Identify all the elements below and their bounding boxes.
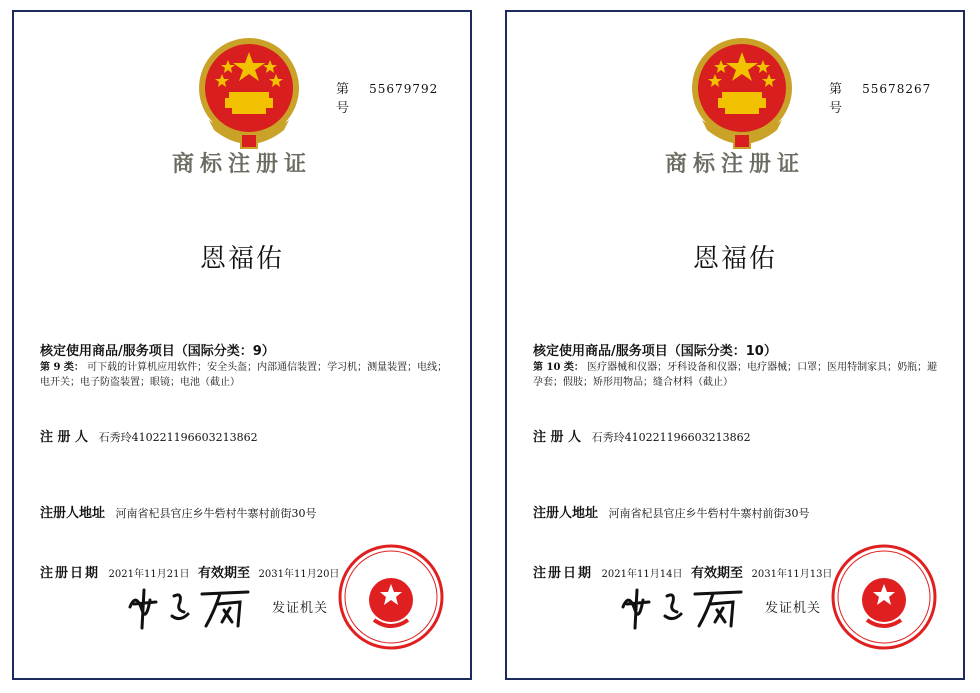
national-emblem-icon: [685, 30, 800, 160]
registrant-row: [40, 426, 258, 445]
signature-icon: [615, 582, 755, 632]
trademark-name: 恩福佑: [692, 244, 777, 274]
reg-date-label: 注册日期: [533, 566, 594, 581]
dates-row: [40, 562, 343, 581]
registration-number: [336, 78, 470, 116]
class-label: 第 9 类：: [40, 362, 84, 373]
certificate-2: [505, 10, 965, 680]
goods-list: [40, 360, 450, 390]
certificate-1: [12, 10, 472, 680]
address-row: [533, 502, 810, 521]
address-label: 注册人地址: [533, 506, 599, 521]
goods-text: 医疗器械和仪器；牙科设备和仪器；电疗器械；口罩；医用特制家具；奶瓶；避孕套；假肢；矫形用物品；缝合材料（截止）: [533, 362, 938, 388]
national-emblem-icon: [192, 30, 307, 160]
valid-label: 有效期至: [690, 566, 743, 581]
reg-date-value: 2021年11月21日: [108, 569, 190, 580]
address-value: 河南省杞县官庄乡牛砦村牛寨村前街30号: [608, 507, 810, 520]
reg-date-label: 注册日期: [40, 566, 101, 581]
address-label: 注册人地址: [40, 506, 106, 521]
reg-prefix: 第: [829, 82, 844, 97]
goods-text: 可下载的计算机应用软件；安全头盔；内部通信装置；学习机；测量装置；电线；电开关；电子防盗装置；眼镜；电池（截止）: [40, 362, 448, 388]
reg-number-value: 55678267: [862, 82, 932, 96]
valid-label: 有效期至: [197, 566, 250, 581]
registrant-value: 石秀玲410221196603213862: [98, 431, 258, 444]
address-value: 河南省杞县官庄乡牛砦村牛寨村前街30号: [115, 507, 317, 520]
goods-heading: 核定使用商品/服务项目（国际分类：10）: [533, 344, 777, 359]
reg-number-value: 55679792: [369, 82, 439, 96]
signature-icon: [122, 582, 262, 632]
registrant-label: 注 册 人: [40, 430, 89, 445]
official-seal-icon: [336, 542, 446, 652]
valid-date-value: 2031年11月13日: [751, 569, 833, 580]
issuer-label: 发证机关: [765, 601, 822, 616]
certificate-title: 商标注册证: [171, 151, 312, 177]
issuer-label: 发证机关: [272, 601, 329, 616]
address-row: [40, 502, 317, 521]
registrant-row: [533, 426, 751, 445]
reg-suffix: 号: [829, 101, 844, 116]
reg-prefix: 第: [336, 82, 351, 97]
registration-number: [829, 78, 963, 116]
valid-date-value: 2031年11月20日: [258, 569, 340, 580]
official-seal-icon: [829, 542, 939, 652]
goods-heading: 核定使用商品/服务项目（国际分类：9）: [40, 344, 275, 359]
trademark-name: 恩福佑: [199, 244, 284, 274]
class-label: 第 10 类：: [533, 362, 584, 373]
reg-suffix: 号: [336, 101, 351, 116]
goods-list: [533, 360, 943, 390]
registrant-value: 石秀玲410221196603213862: [591, 431, 751, 444]
registrant-label: 注 册 人: [533, 430, 582, 445]
dates-row: [533, 562, 836, 581]
reg-date-value: 2021年11月14日: [601, 569, 683, 580]
certificate-title: 商标注册证: [664, 151, 805, 177]
